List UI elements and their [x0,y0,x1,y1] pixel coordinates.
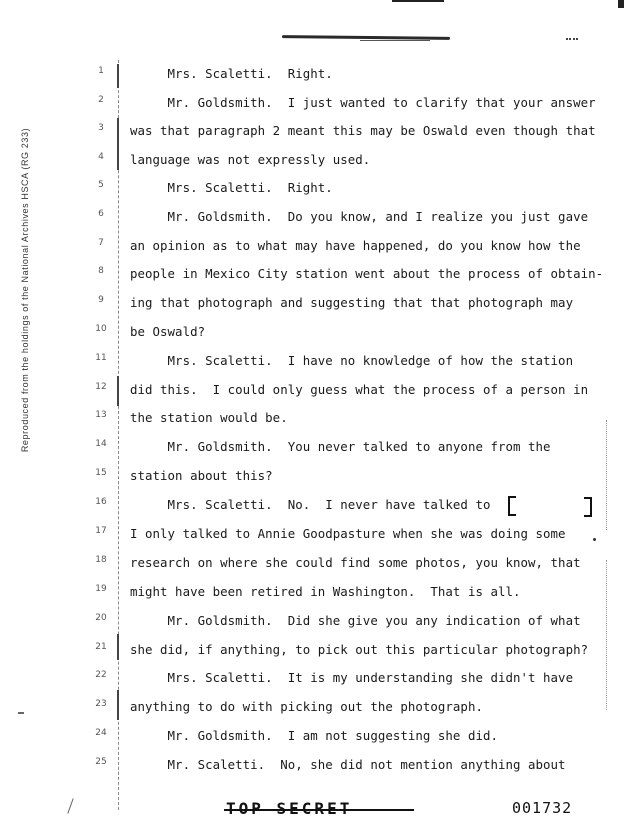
line-number: 6 [98,209,104,219]
document-number: 001732 [512,799,573,817]
transcript-line: ing that photograph and suggesting that that photograph may [130,295,574,310]
transcript-line: Mr. Goldsmith. I just wanted to clarify that your answer [130,95,596,110]
transcript-line: might have been retired in Washington. That is all. [130,584,521,599]
transcript-line: Mr. Goldsmith. Do you know, and I realize you just gave [130,209,589,224]
margin-rule-segment [117,634,119,660]
line-number: 22 [95,670,107,680]
line-number: 9 [98,295,104,305]
transcript-line: Mrs. Scaletti. I have no knowledge of how the station [130,353,574,368]
line-number: 15 [95,468,107,478]
line-number: 20 [95,613,107,623]
header-tick-marks [566,38,578,42]
transcript-line: Mrs. Scaletti. Right. [130,66,333,81]
transcript-line: people in Mexico City station went about the process of obtain- [130,266,604,281]
transcript-line: Mrs. Scaletti. No. I never have talked to [130,497,491,512]
classification-strikethrough [224,809,414,811]
top-edge-mark [392,0,444,2]
edge-speckle [593,538,596,541]
edge-speckle [606,560,607,710]
line-number: 21 [95,642,107,652]
line-number: 3 [98,123,104,133]
margin-rule-segment [117,376,119,406]
line-number: 7 [98,238,104,248]
transcript-line: station about this? [130,468,273,483]
transcript-line: Mr. Goldsmith. Did she give you any indication of what [130,613,581,628]
transcript-line: Mrs. Scaletti. It is my understanding she didn't have [130,670,574,685]
transcript-line: language was not expressly used. [130,152,371,167]
line-number: 11 [95,353,107,363]
line-number: 17 [95,526,107,536]
transcript-line: I only talked to Annie Goodpasture when she was doing some [130,526,566,541]
edge-speckle [606,420,607,530]
line-number: 13 [95,410,107,420]
line-number: 16 [95,497,107,507]
transcript-line: the station would be. [130,410,288,425]
line-number: 14 [95,439,107,449]
line-number: 19 [95,584,107,594]
archive-stamp: Reproduced from the holdings of the National Archives HSCA (RG 233) [20,127,30,453]
transcript-line: was that paragraph 2 meant this may be Oswald even though that [130,123,596,138]
line-number: 8 [98,266,104,276]
header-rule [360,40,430,41]
top-edge-mark [618,0,624,8]
line-number: 12 [95,382,107,392]
margin-rule-segment [117,64,119,88]
margin-rule-segment [117,690,119,720]
redaction-bracket-open [508,496,516,516]
line-number: 2 [98,95,104,105]
transcript-line: Mrs. Scaletti. Right. [130,180,333,195]
transcript-line: be Oswald? [130,324,206,339]
line-number: 1 [98,66,104,76]
line-number: 24 [95,728,107,738]
line-number: 4 [98,152,104,162]
transcript-line: did this. I could only guess what the process of a person in [130,382,589,397]
transcript-line: Mr. Goldsmith. I am not suggesting she did. [130,728,498,743]
margin-rule-segment [117,118,119,170]
line-number: 10 [95,324,107,334]
transcript-line: she did, if anything, to pick out this particular photograph? [130,642,589,657]
line-number: 25 [95,757,107,767]
redaction-bracket-close [584,497,592,517]
pen-mark [67,798,73,813]
transcript-line: research on where she could find some photos, you know, that [130,555,581,570]
line-number: 23 [95,699,107,709]
transcript-line: Mr. Goldsmith. You never talked to anyone from the [130,439,551,454]
line-number: 5 [98,180,104,190]
line-number: 18 [95,555,107,565]
transcript-line: an opinion as to what may have happened, do you know how the [130,238,581,253]
transcript-line: Mr. Scaletti. No, she did not mention anything about [130,757,566,772]
transcript-line: anything to do with picking out the photograph. [130,699,483,714]
margin-mark [18,712,24,714]
